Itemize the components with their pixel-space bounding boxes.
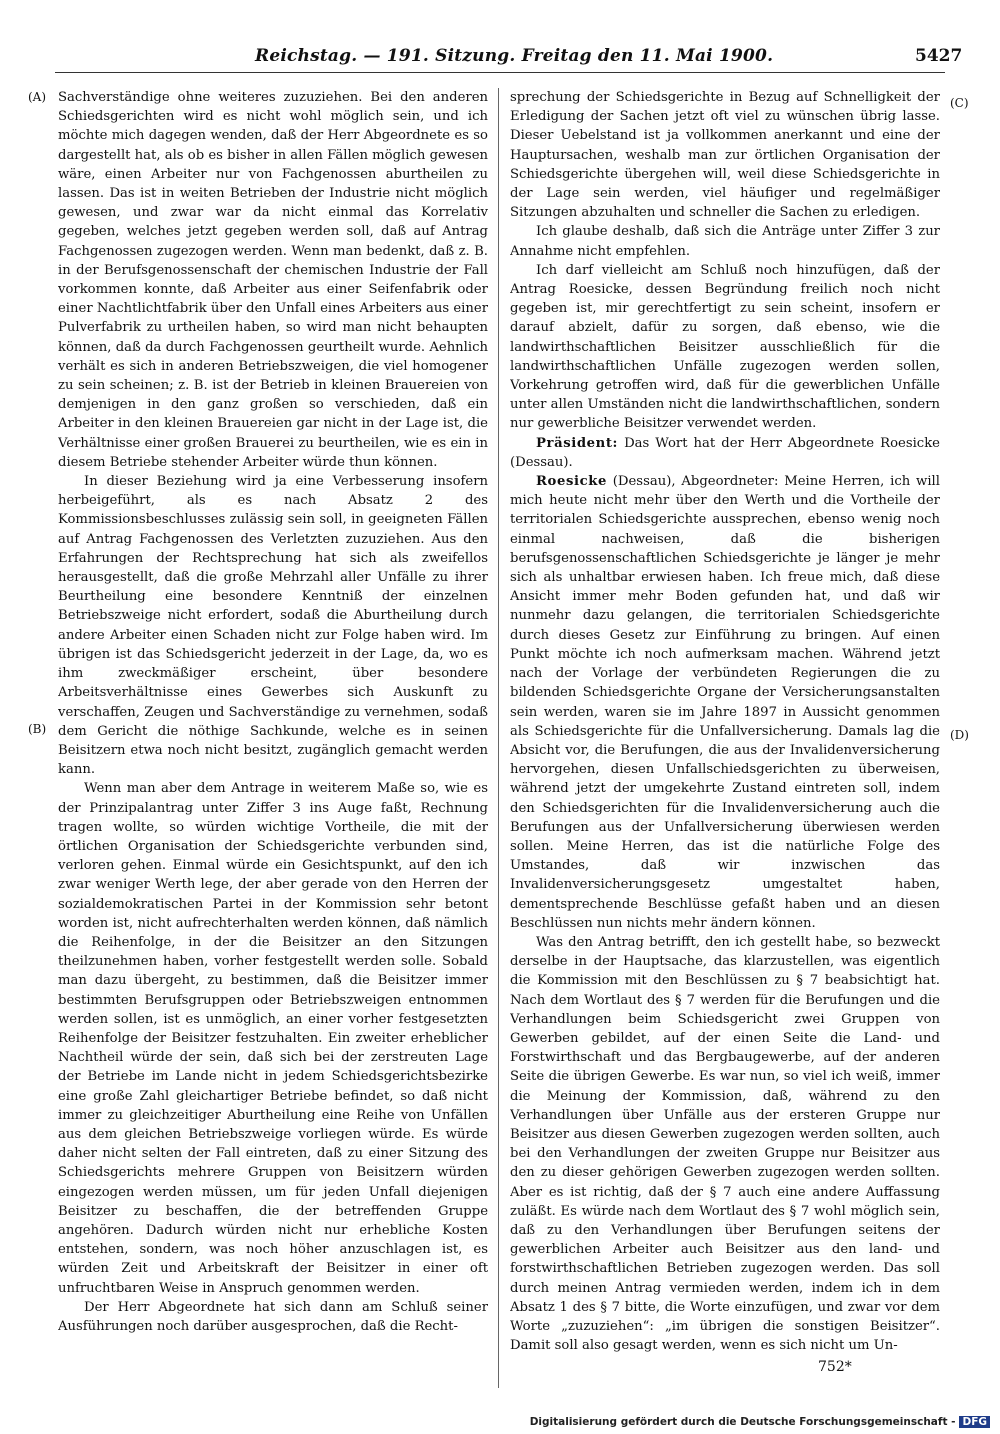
credit-text: Digitalisierung gefördert durch die Deutsche Forschungsgemeinschaft -	[529, 1416, 956, 1428]
header-rule	[55, 72, 945, 73]
paragraph-text: sprechung der Schiedsgerichte in Bezug auf Schnelligkeit der Erledigung der Sachen jetzt oft viel zu wünschen übrig lasse. Dieser Uebelstand ist ja vollkommen anerkannt und eine der Hauptursachen, weshalb man zur örtlichen Organisation der Schiedsgerichte übergehen will, weil diese Schiedsgerichte in der Lage sein werden, viel häufiger und regelmäßiger Sitzungen abzuhalten und schneller die Sachen zu erledigen.	[510, 90, 940, 221]
paragraph-text: (Dessau), Abgeordneter: Meine Herren, ich will mich heute nicht mehr über den Werth und die Vortheile der territorialen Schiedsgerichte aussprechen, ebenso wenig noch einmal nachweisen, daß die bisherigen berufsgenossenschaftlichen Schiedsgerichte je länger je mehr sich als unhaltbar erwiesen haben. Ich freue mich, daß diese Ansicht immer mehr Boden gefunden hat, und daß wir nunmehr dazu gelangen, die territorialen Schiedsgerichte durch dieses Gesetz zur Einführung zu bringen. Auf einen Punkt möchte ich noch aufmerksam machen. Während jetzt nach der Vorlage der verbündeten Regierungen die zu bildenden Schiedsgerichte Organe der Versicherungsanstalten sein werden, waren sie im Jahre 1897 in Aussicht genommen als Schiedsgerichte für die Unfallversicherung. Damals lag die Absicht vor, die Berufungen, die aus der Invalidenversicherung hervorgehen, diesen Unfallschiedsgerichten zu überweisen, während jetzt der umgekehrte Zustand eintreten soll, indem den Schiedsgerichten für die Invalidenversicherung auch die Berufungen aus der Unfallversicherung überwiesen werden sollen. Meine Herren, das ist die natürliche Folge des Umstandes, daß wir inzwischen das Invalidenversicherungsgesetz umgestaltet haben, dementsprechende Beschlüsse gefaßt haben und an diesen Beschlüssen nun nichts mehr ändern können.	[510, 474, 940, 931]
dfg-logo: DFG	[959, 1416, 990, 1428]
margin-marker-d: (D)	[950, 728, 969, 742]
margin-marker-b: (B)	[28, 722, 47, 736]
paragraph: Wenn man aber dem Antrage in weiterem Maße so, wie es der Prinzipalantrag unter Ziffer 3 ins Auge faßt, Rechnung tragen wollte, so würden wichtige Vortheile, die mit der örtlichen Organisation der Schiedsgerichte verbunden sind, verloren gehen. Einmal würde ein Gesichtspunkt, auf den ich zwar weniger Werth lege, der aber gerade von den Herren der sozialdemokratischen Partei in der Kommission sehr betont worden ist, nicht aufrechterhalten werden können, daß nämlich die Reihenfolge, in der die Beisitzer an den Sitzungen theilzunehmen haben, vorher festgestellt werden solle. Sobald man dazu übergeht, zu bestimmen, daß die Beisitzer immer bestimmten Berufsgruppen oder Betriebszweigen entnommen werden sollen, ist es unmöglich, an einer vorher festgesetzten Reihenfolge der Beisitzer festzuhalten. Ein zweiter erheblicher Nachtheil würde der sein, daß sich bei der zerstreuten Lage der Betriebe im Lande nicht in jedem Schiedsgerichtsbezirke eine große Zahl gleichartiger Betriebe befindet, so daß nicht immer zu gleichzeitiger Aburtheilung eine Reihe von Unfällen aus dem gleichen Betriebszweige vorliegen würde. Es würde daher nicht selten der Fall eintreten, daß zu einer Sitzung des Schiedsgerichts mehrere Gruppen von Beisitzern würden eingezogen werden müssen, um für jeden Unfall diejenigen Beisitzer zu beschaffen, die der betreffenden Gruppe angehören. Dadurch würden nicht nur erhebliche Kosten entstehen, sondern, was noch höher anzuschlagen ist, es würden Zeit und Arbeitskraft der Beisitzer in einer oft unfruchtbaren Weise in Anspruch genommen werden.	[58, 781, 488, 1296]
paragraph	[510, 434, 940, 472]
paragraph-text: Ich darf vielleicht am Schluß noch hinzufügen, daß der Antrag Roesicke, dessen Begründung freilich noch nicht gegeben ist, mir gerechtfertigt zu sein scheint, insofern er darauf abzielt, dafür zu sorgen, daß ebenso, wie die landwirthschaftlichen Beisitzer ausschließlich für die landwirthschaftlichen Unfälle zugezogen werden sollen, Vorkehrung getroffen wird, daß für die gewerblichen Unfälle unter allen Umständen nicht die landwirthschaftlichen, sondern nur gewerbliche Beisitzer verwendet werden.	[510, 262, 940, 432]
paragraph: In dieser Beziehung wird ja eine Verbesserung insofern herbeigeführt, als es nach Absatz 2 des Kommissionsbeschlusses zulässig sein soll, in geeigneten Fällen auf Antrag Fachgenossen des Verletzten zuzuziehen. Aus den Erfahrungen der Rechtsprechung hat sich als zweifellos herausgestellt, daß die große Mehrzahl aller Unfälle zu ihrer Beurtheilung eine besondere Kenntniß der einzelnen Betriebszweige nicht erfordert, sodaß die Aburtheilung durch andere Arbeiter einen Schaden nicht zur Folge haben wird. Im übrigen ist das Schiedsgericht jederzeit in der Lage, da, wo es ihm zweckmäßiger erscheint, über besondere Arbeitsverhältnisse eines Gewerbes sich Auskunft zu verschaffen, Zeugen und Sachverständige zu vernehmen, sodaß dem Gericht die nöthige Sachkunde, welche es in seinen Beisitzern etwa noch nicht besitzt, zugänglich gemacht werden kann.	[58, 474, 488, 778]
page-number: 5427	[915, 46, 963, 66]
right-text-column	[510, 88, 940, 1356]
left-text-column	[58, 88, 488, 1356]
paragraph	[510, 261, 940, 434]
paragraph-text: Was den Antrag betrifft, den ich gestellt habe, so bezweckt derselbe in der Hauptsache, das klarzustellen, was eigentlich die Kommission mit den Beschlüssen zu § 7 beabsichtigt hat. Nach dem Wortlaut des § 7 werden für die Berufungen und die Verhandlungen beim Schiedsgericht zwei Gruppen von Gewerben gebildet, auf der einen Seite die Land- und Forstwirthschaft und das Bergbaugewerbe, auf der anderen Seite die übrigen Gewerbe. Es war nun, so viel ich weiß, immer die Meinung der Kommission, daß, während zu den Verhandlungen über Unfälle aus der ersteren Gruppe nur Beisitzer aus diesen Gewerben zugezogen werden sollten, auch bei den Verhandlungen der zweiten Gruppe nur Beisitzer aus den zu dieser gehörigen Gewerben zugezogen werden sollten. Aber es ist richtig, daß der § 7 auch eine andere Auffassung zuläßt. Es würde nach dem Wortlaut des § 7 wohl möglich sein, daß zu den Verhandlungen über Berufungen seitens der gewerblichen Arbeiter auch Beisitzer aus den land- und forstwirthschaftlichen Betrieben zugezogen werden. Das soll durch meinen Antrag vermieden werden, indem ich in dem Absatz 1 des § 7 bitte, die Worte einzufügen, und zwar vor dem Worte „zuzuziehen“: „im übrigen die sonstigen Beisitzer“. Damit soll also gesagt werden, wenn es sich nicht um Un-	[510, 934, 940, 1354]
margin-marker-c: (C)	[950, 96, 969, 110]
paragraph	[510, 88, 940, 222]
paragraph	[510, 933, 940, 1355]
running-header-title: Reichstag. — 191. Sitzung. Freitag den 11. Mai 1900.	[255, 46, 774, 66]
speaker-name: Roesicke	[536, 474, 607, 490]
paragraph	[510, 222, 940, 260]
paragraph-text: Ich glaube deshalb, daß sich die Anträge unter Ziffer 3 zur Annahme nicht empfehlen.	[510, 224, 940, 259]
paragraph: Der Herr Abgeordnete hat sich dann am Schluß seiner Ausführungen noch darüber ausgesprochen, daß die Recht-	[58, 1299, 488, 1334]
signature-mark: 752*	[818, 1359, 852, 1375]
paragraph: Sachverständige ohne weiteres zuzuziehen. Bei den anderen Schiedsgerichten wird es nicht wohl möglich sein, und ich möchte mich dagegen wenden, daß der Herr Abgeordnete es so dargestellt hat, als ob es bisher in allen Fällen möglich gewesen wäre, einen Arbeiter nur von Fachgenossen aburtheilen zu lassen. Das ist in weiten Betrieben der Industrie nicht möglich gewesen, und zwar war da nicht einmal das Korrelativ gegeben, welches jetzt gegeben werden soll, daß auf Antrag Fachgenossen zugezogen werden. Wenn man bedenkt, daß z. B. in der Berufsgenossenschaft der chemischen Industrie der Fall vorkommen konnte, daß Arbeiter aus einer Seifenfabrik oder einer Nachtlichtfabrik über den Unfall eines Arbeiters aus einer Pulverfabrik zu urtheilen haben, so wird man nicht behaupten können, daß da durch Fachgenossen geurtheilt wurde. Aehnlich verhält es sich in anderen Betriebszweigen, die viel homogener zu sein scheinen; z. B. ist der Betrieb in kleinen Brauereien von demjenigen in den ganz großen so verschieden, daß ein Arbeiter in den kleinen Brauereien gar nicht in der Lage ist, die Verhältnisse einer großen Brauerei zu beurtheilen, wie es ein in diesem Betriebe stehender Arbeiter würde thun können.	[58, 90, 488, 470]
column-divider	[498, 88, 499, 1388]
paragraph	[510, 472, 940, 933]
margin-marker-a: (A)	[28, 90, 47, 104]
speaker-name: Präsident:	[536, 435, 619, 451]
digitization-credit	[530, 1416, 990, 1428]
paragraph-text: Das Wort hat der Herr Abgeordnete Roesicke (Dessau).	[510, 435, 940, 470]
